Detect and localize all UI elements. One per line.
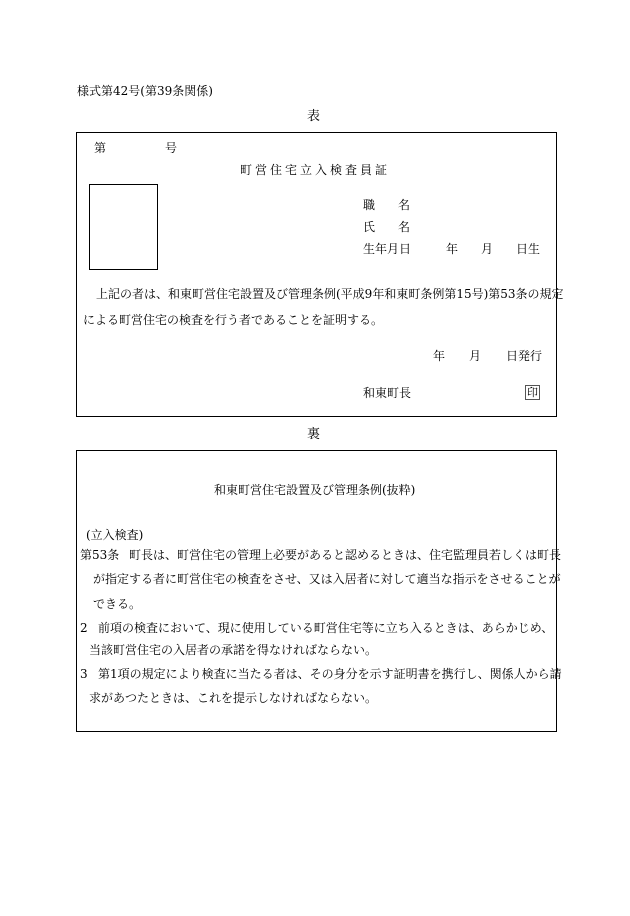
issuer-title: 和東町長: [363, 386, 412, 400]
article-line-1: 町長は、町営住宅の管理上必要があると認めるときは、住宅監理員若しくは町長: [129, 548, 562, 562]
front-side-label: 表: [307, 109, 321, 124]
paragraph-2-line-1: 前項の検査において、現に使用している町営住宅等に立ち入るときは、あらかじめ、: [98, 621, 554, 635]
position-label-1: 職: [363, 198, 376, 212]
back-title: 和東町営住宅設置及び管理条例(抜粋): [214, 483, 416, 497]
photo-box: [89, 184, 158, 270]
birth-label: 生年月日: [363, 242, 412, 256]
seal-mark: 印: [527, 386, 538, 399]
article-line-2: が指定する者に町営住宅の検査をさせ、又は入居者に対して適当な指示をさせることが: [93, 572, 561, 586]
issue-day: 日発行: [506, 349, 543, 363]
paragraph-3-number: 3: [80, 667, 88, 681]
birth-month: 月: [481, 242, 494, 256]
paragraph-3-line-2: 求があつたときは、これを提示しなければならない。: [89, 691, 378, 705]
article-heading: (立入検査): [86, 528, 144, 542]
form-label: 様式第42号(第39条関係): [77, 84, 213, 98]
back-side-label: 裏: [307, 427, 321, 442]
front-title: 町営住宅立入検査員証: [240, 163, 391, 177]
statement-line-2: による町営住宅の検査を行う者であることを証明する。: [83, 313, 384, 327]
birth-year: 年: [446, 242, 459, 256]
paragraph-3-line-1: 第1項の規定により検査に当たる者は、その身分を示す証明書を携行し、関係人から請: [98, 667, 562, 681]
paragraph-2-number: 2: [80, 621, 88, 635]
name-label-1: 氏: [363, 220, 376, 234]
issue-month: 月: [469, 349, 482, 363]
paragraph-2-line-2: 当該町営住宅の入居者の承諾を得なければならない。: [89, 643, 378, 657]
article-line-3: できる。: [93, 597, 142, 611]
certificate-number-go: 号: [165, 141, 178, 155]
statement-line-1: 上記の者は、和東町営住宅設置及び管理条例(平成9年和東町条例第15号)第53条の規定: [96, 287, 564, 301]
name-label-2: 名: [398, 220, 411, 234]
certificate-number-dai: 第: [94, 141, 107, 155]
issue-year: 年: [433, 349, 446, 363]
birth-day: 日生: [516, 242, 541, 256]
position-label-2: 名: [398, 198, 411, 212]
article-number: 第53条: [80, 548, 120, 562]
